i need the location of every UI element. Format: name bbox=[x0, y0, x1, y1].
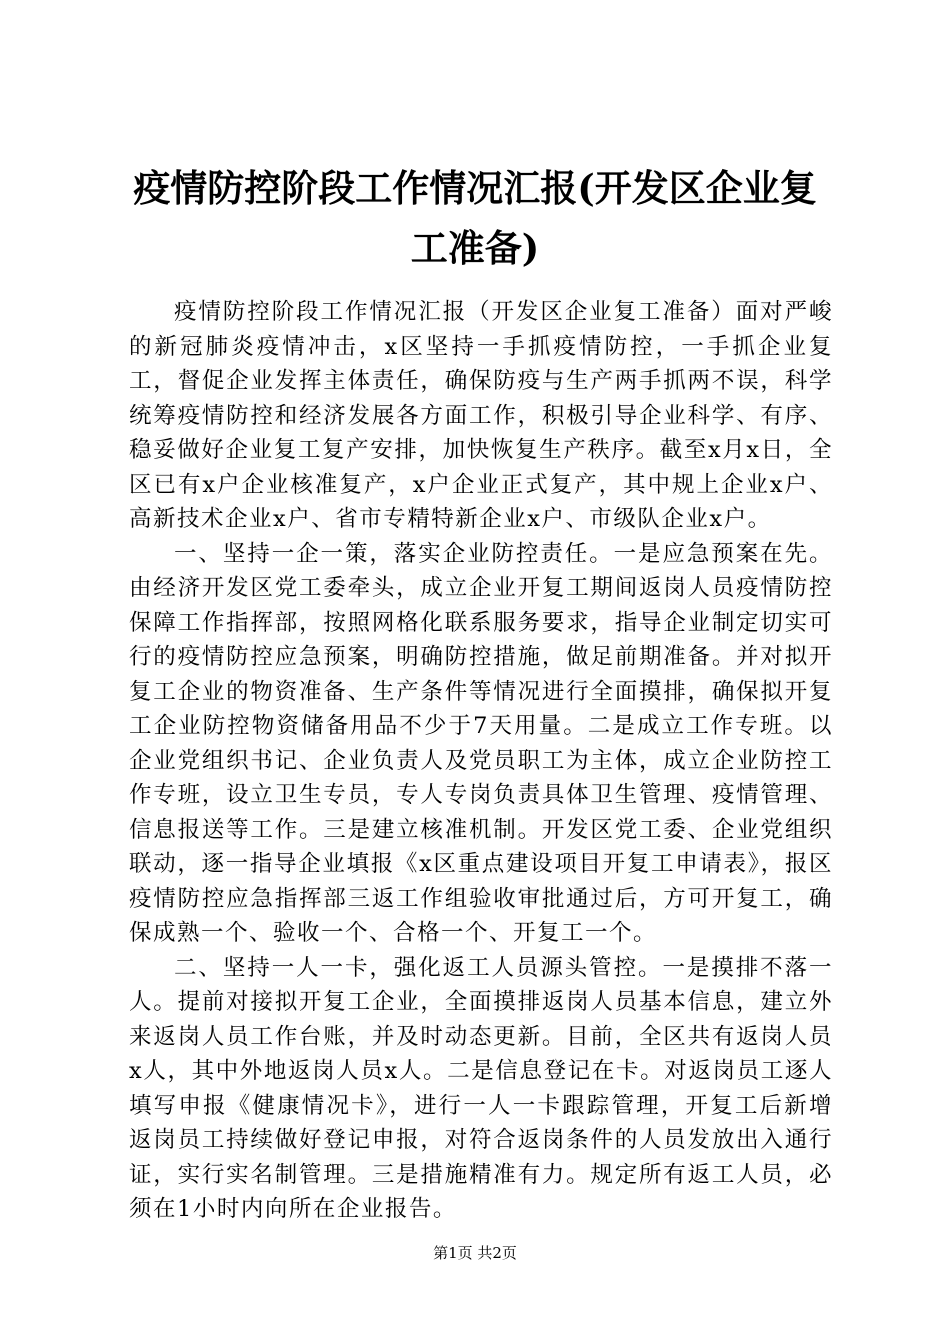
paragraph-section-1: 一、坚持一企一策，落实企业防控责任。一是应急预案在先。由经济开发区党工委牵头，成立企业开复工期间返岗人员疫情防控保障工作指挥部，按照网格化联系服务要求，指导企业制定切实可行的疫情防控应急预案，明确防控措施，做足前期准备。并对拟开复工企业的物资准备、生产条件等情况进行全面摸排，确保拟开复工企业防控物资储备用品不少于7天用量。二是成立工作专班。以企业党组织书记、企业负责人及党员职工为主体，成立企业防控工作专班，设立卫生专员，专人专岗负责具体卫生管理、疫情管理、信息报送等工作。三是建立核准机制。开发区党工委、企业党组织联动，逐一指导企业填报《x区重点建设项目开复工申请表》，报区疫情防控应急指挥部三返工作组验收审批通过后，方可开复工，确保成熟一个、验收一个、合格一个、开复工一个。 bbox=[129, 540, 833, 946]
document-title: 疫情防控阶段工作情况汇报(开发区企业复工准备) bbox=[133, 166, 817, 270]
paragraph-section-2: 二、坚持一人一卡，强化返工人员源头管控。一是摸排不落一人。提前对接拟开复工企业，全面摸排返岗人员基本信息，建立外来返岗人员工作台账，并及时动态更新。目前，全区共有返岗人员x人，其中外地返岗人员x人。二是信息登记在卡。对返岗员工逐人填写申报《健康情况卡》，进行一人一卡跟踪管理，开复工后新增返岗员工持续做好登记申报，对符合返岗条件的人员发放出入通行证，实行实名制管理。三是措施精准有力。规定所有返工人员，必须在1小时内向所在企业报告。 bbox=[129, 954, 833, 1222]
paragraph-intro: 疫情防控阶段工作情况汇报（开发区企业复工准备）面对严峻的新冠肺炎疫情冲击，x区坚持一手抓疫情防控，一手抓企业复工，督促企业发挥主体责任，确保防疫与生产两手抓两不误，科学统筹疫情防控和经济发展各方面工作，积极引导企业科学、有序、稳妥做好企业复工复产安排，加快恢复生产秩序。截至x月x日，全区已有x户企业核准复产，x户企业正式复产，其中规上企业x户、高新技术企业x户、省市专精特新企业x户、市级队企业x户。 bbox=[129, 299, 833, 532]
document-body bbox=[129, 295, 833, 1227]
page-number-footer: 第1页 共2页 bbox=[433, 1244, 517, 1262]
